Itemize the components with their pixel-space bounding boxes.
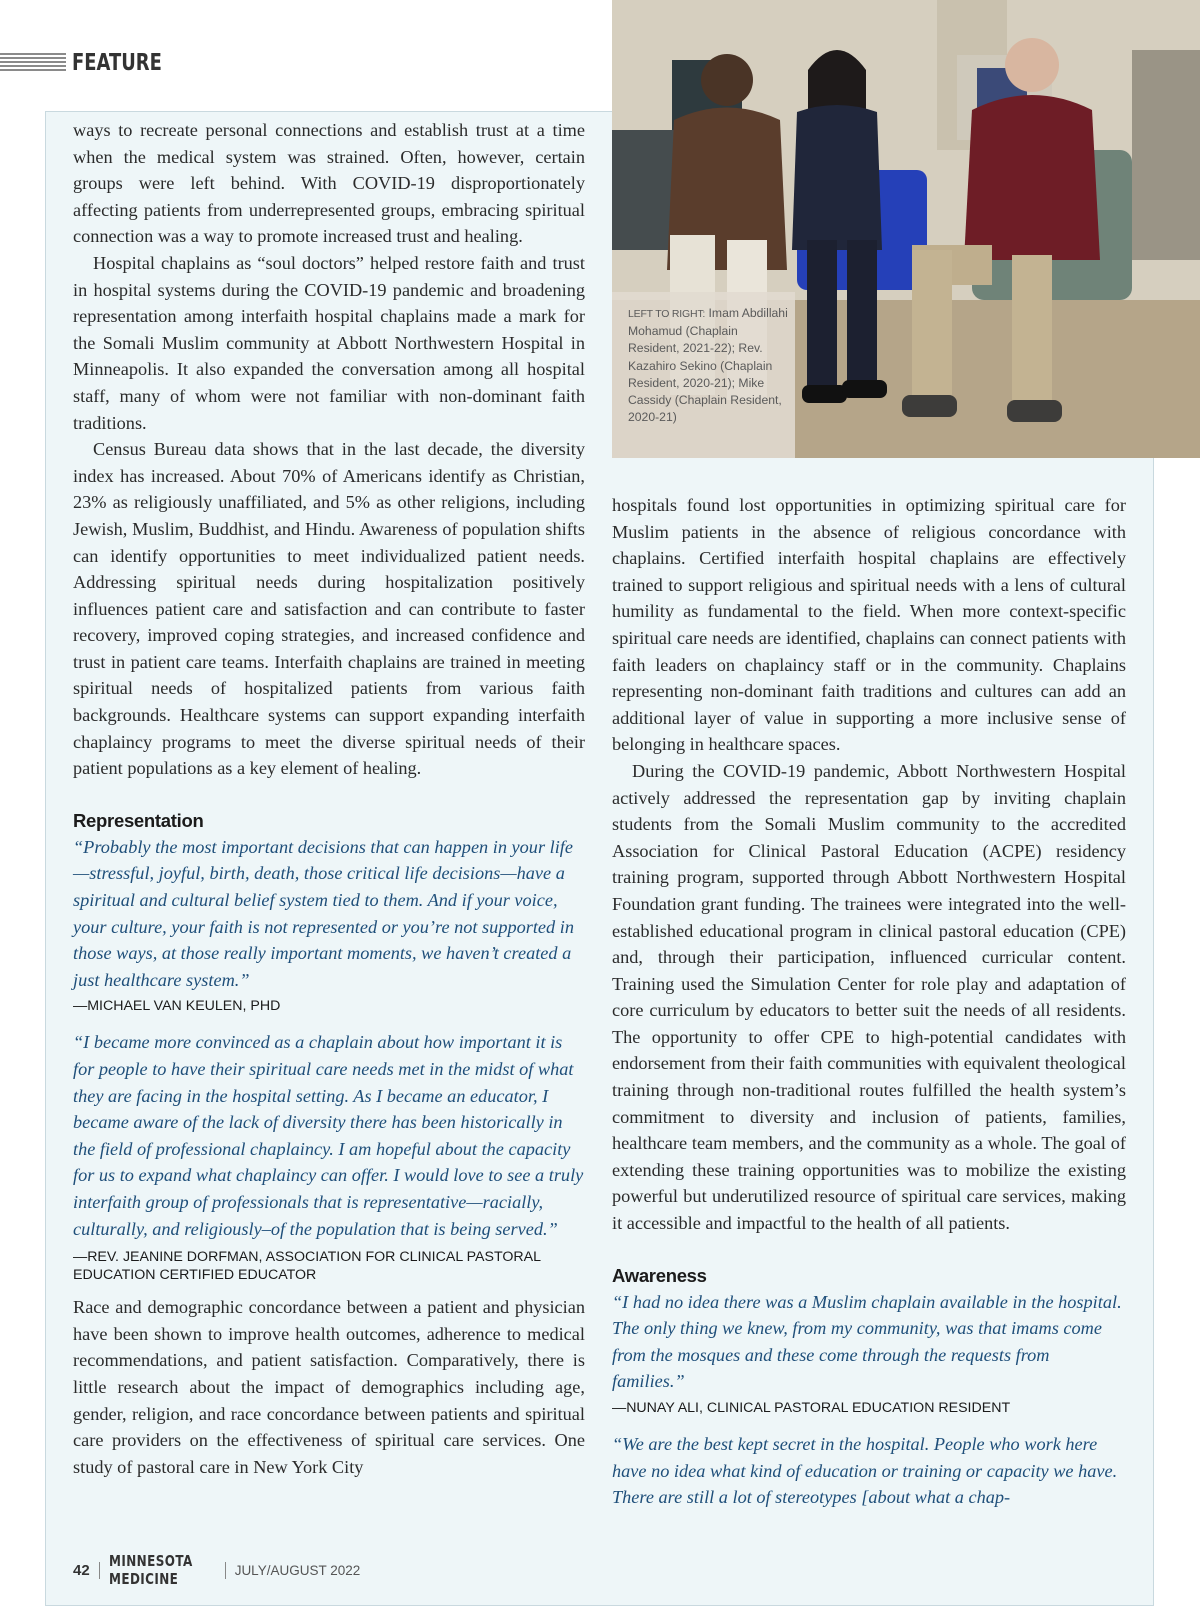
photo-caption — [628, 305, 788, 426]
section-heading-awareness: Awareness — [612, 1264, 707, 1286]
issue-date: JULY/AUGUST 2022 — [234, 1562, 361, 1578]
magazine-name: MINNESOTA MEDICINE — [108, 1552, 193, 1588]
page-footer — [73, 1552, 360, 1588]
quote-attribution: —REV. JEANINE DORFMAN, ASSOCIATION FOR CLINICAL PASTORAL EDUCATION CERTIFIED EDUCATOR — [73, 1249, 541, 1284]
caption-lead: LEFT TO RIGHT: — [628, 308, 706, 320]
pull-quote: “I had no idea there was a Muslim chaplain available in the hospital. The only thing we knew, from my community, was that imams come from the mosques and these come through the requests from families.” — [612, 1291, 1122, 1392]
pull-quote: “We are the best kept secret in the hospital. People who work here have no idea what kind of education or training or capacity we have. There are still a lot of stereotypes [about what a chap- — [612, 1434, 1118, 1508]
caption-text: Imam Abdillahi Mohamud (Chaplain Resident, 2021-22); Rev. Kazahiro Sekino (Chaplain Resident, 2020-21); Mike Cassidy (Chaplain Resident, 2020-21) — [628, 306, 788, 425]
section-heading-representation: Representation — [73, 809, 204, 831]
paragraph: ways to recreate personal connections and establish trust at a time when the medical system was strained. Often, however, certain groups were left behind. With COVID-19 disproportionately affecting patients from underrepresented groups, embracing spiritual connection was a way to promote increased trust and healing. — [73, 120, 585, 247]
footer-divider — [99, 1562, 100, 1579]
page-number: 42 — [73, 1561, 90, 1579]
left-column — [73, 117, 585, 1480]
right-column — [612, 492, 1126, 1511]
paragraph: hospitals found lost opportunities in optimizing spiritual care for Muslim patients in the absence of religious concordance with chaplains. Certified interfaith hospital chaplains are effectively trained to support religious and spiritual needs with a lens of cultural humility as fundamental to the field. When more context-specific spiritual care needs are identified, chaplains can connect patients with faith leaders on chaplaincy staff or in the community. Chaplains representing non-dominant faith traditions and cultures can add an additional layer of value in supporting a more inclusive sense of belonging in healthcare spaces. — [612, 495, 1126, 755]
paragraph: Census Bureau data shows that in the last decade, the diversity index has increased. About 70% of Americans identify as Christian, 23% as religiously unaffiliated, and 5% as other religions, including Jewish, Muslim, Buddhist, and Hindu. Awareness of population shifts can identify opportunities to meet individualized patient needs. Addressing spiritual needs during hospitalization positively influences patient care and satisfaction and can contribute to faster recovery, improved coping strategies, and increased confidence and trust in patient care teams. Interfaith chaplains are trained in meeting spiritual needs of hospitalized patients from various faith backgrounds. Healthcare systems can support expanding interfaith chaplaincy programs to meet the diverse spiritual needs of their patient populations as a key element of healing. — [73, 439, 585, 779]
paragraph: During the COVID-19 pandemic, Abbott Northwestern Hospital actively addressed the representation gap by inviting chaplain students from the Somali Muslim community to the accredited Association for Clinical Pastoral Education (ACPE) residency training program, supported through Abbott Northwestern Hospital Foundation grant funding. The trainees were integrated into the well-established educational program in clinical pastoral education (CPE) and, through their participation, influenced curricular content. Training used the Simulation Center for role play and adaptation of core curriculum by educators to better suit the needs of all residents. The opportunity to offer CPE to high-potential candidates with endorsement from their faith communities with equivalent theological training through non-traditional routes fulfilled the health system’s commitment to diversity and inclusion of patients, families, healthcare team members, and the community as a whole. The goal of extending these training opportunities was to mobilize the existing powerful but underutilized resource of spiritual care services, making it accessible and impactful to the health of all patients. — [612, 760, 1126, 1234]
section-label: FEATURE — [72, 50, 162, 76]
header-stripes-decoration — [0, 53, 66, 73]
paragraph: Hospital chaplains as “soul doctors” helped restore faith and trust in hospital systems during the COVID-19 pandemic and broadening representation among interfaith hospital chaplains made a mark for the Somali Muslim community at Abbott Northwestern Hospital in Minneapolis. It also expanded the conversation among all hospital staff, many of whom were not familiar with non-dominant faith traditions. — [73, 252, 585, 433]
pull-quote: “Probably the most important decisions that can happen in your life—stressful, joyful, birth, death, those critical life decisions—have a spiritual and cultural belief system tied to them. And if your voice, your culture, your faith is not represented or you’re not supported in those ways, at those really important moments, we haven’t created a just healthcare system.” — [73, 836, 574, 990]
paragraph: Race and demographic concordance between a patient and physician have been shown to improve health outcomes, adherence to medical recommendations, and patient satisfaction. Comparatively, there is little research about the impact of demographics including age, gender, religion, and race concordance between patients and spiritual care providers on the effectiveness of spiritual care services. One study of pastoral care in New York City — [73, 1297, 585, 1477]
quote-attribution: —NUNAY ALI, CLINICAL PASTORAL EDUCATION RESIDENT — [612, 1400, 1011, 1416]
pull-quote: “I became more convinced as a chaplain about how important it is for people to have their spiritual care needs met in the midst of what they are facing in the hospital setting. As I became an educator, I became aware of the lack of diversity there has been historically in the field of professional chaplaincy. I am hopeful about the capacity for us to expand what chaplaincy can offer. I would love to see a truly interfaith group of professionals that is representative—racially, culturally, and religiously–of the population that is being served.” — [73, 1032, 584, 1239]
quote-attribution: —MICHAEL VAN KEULEN, PHD — [73, 998, 281, 1015]
footer-divider — [225, 1562, 226, 1579]
section-header — [0, 46, 187, 80]
